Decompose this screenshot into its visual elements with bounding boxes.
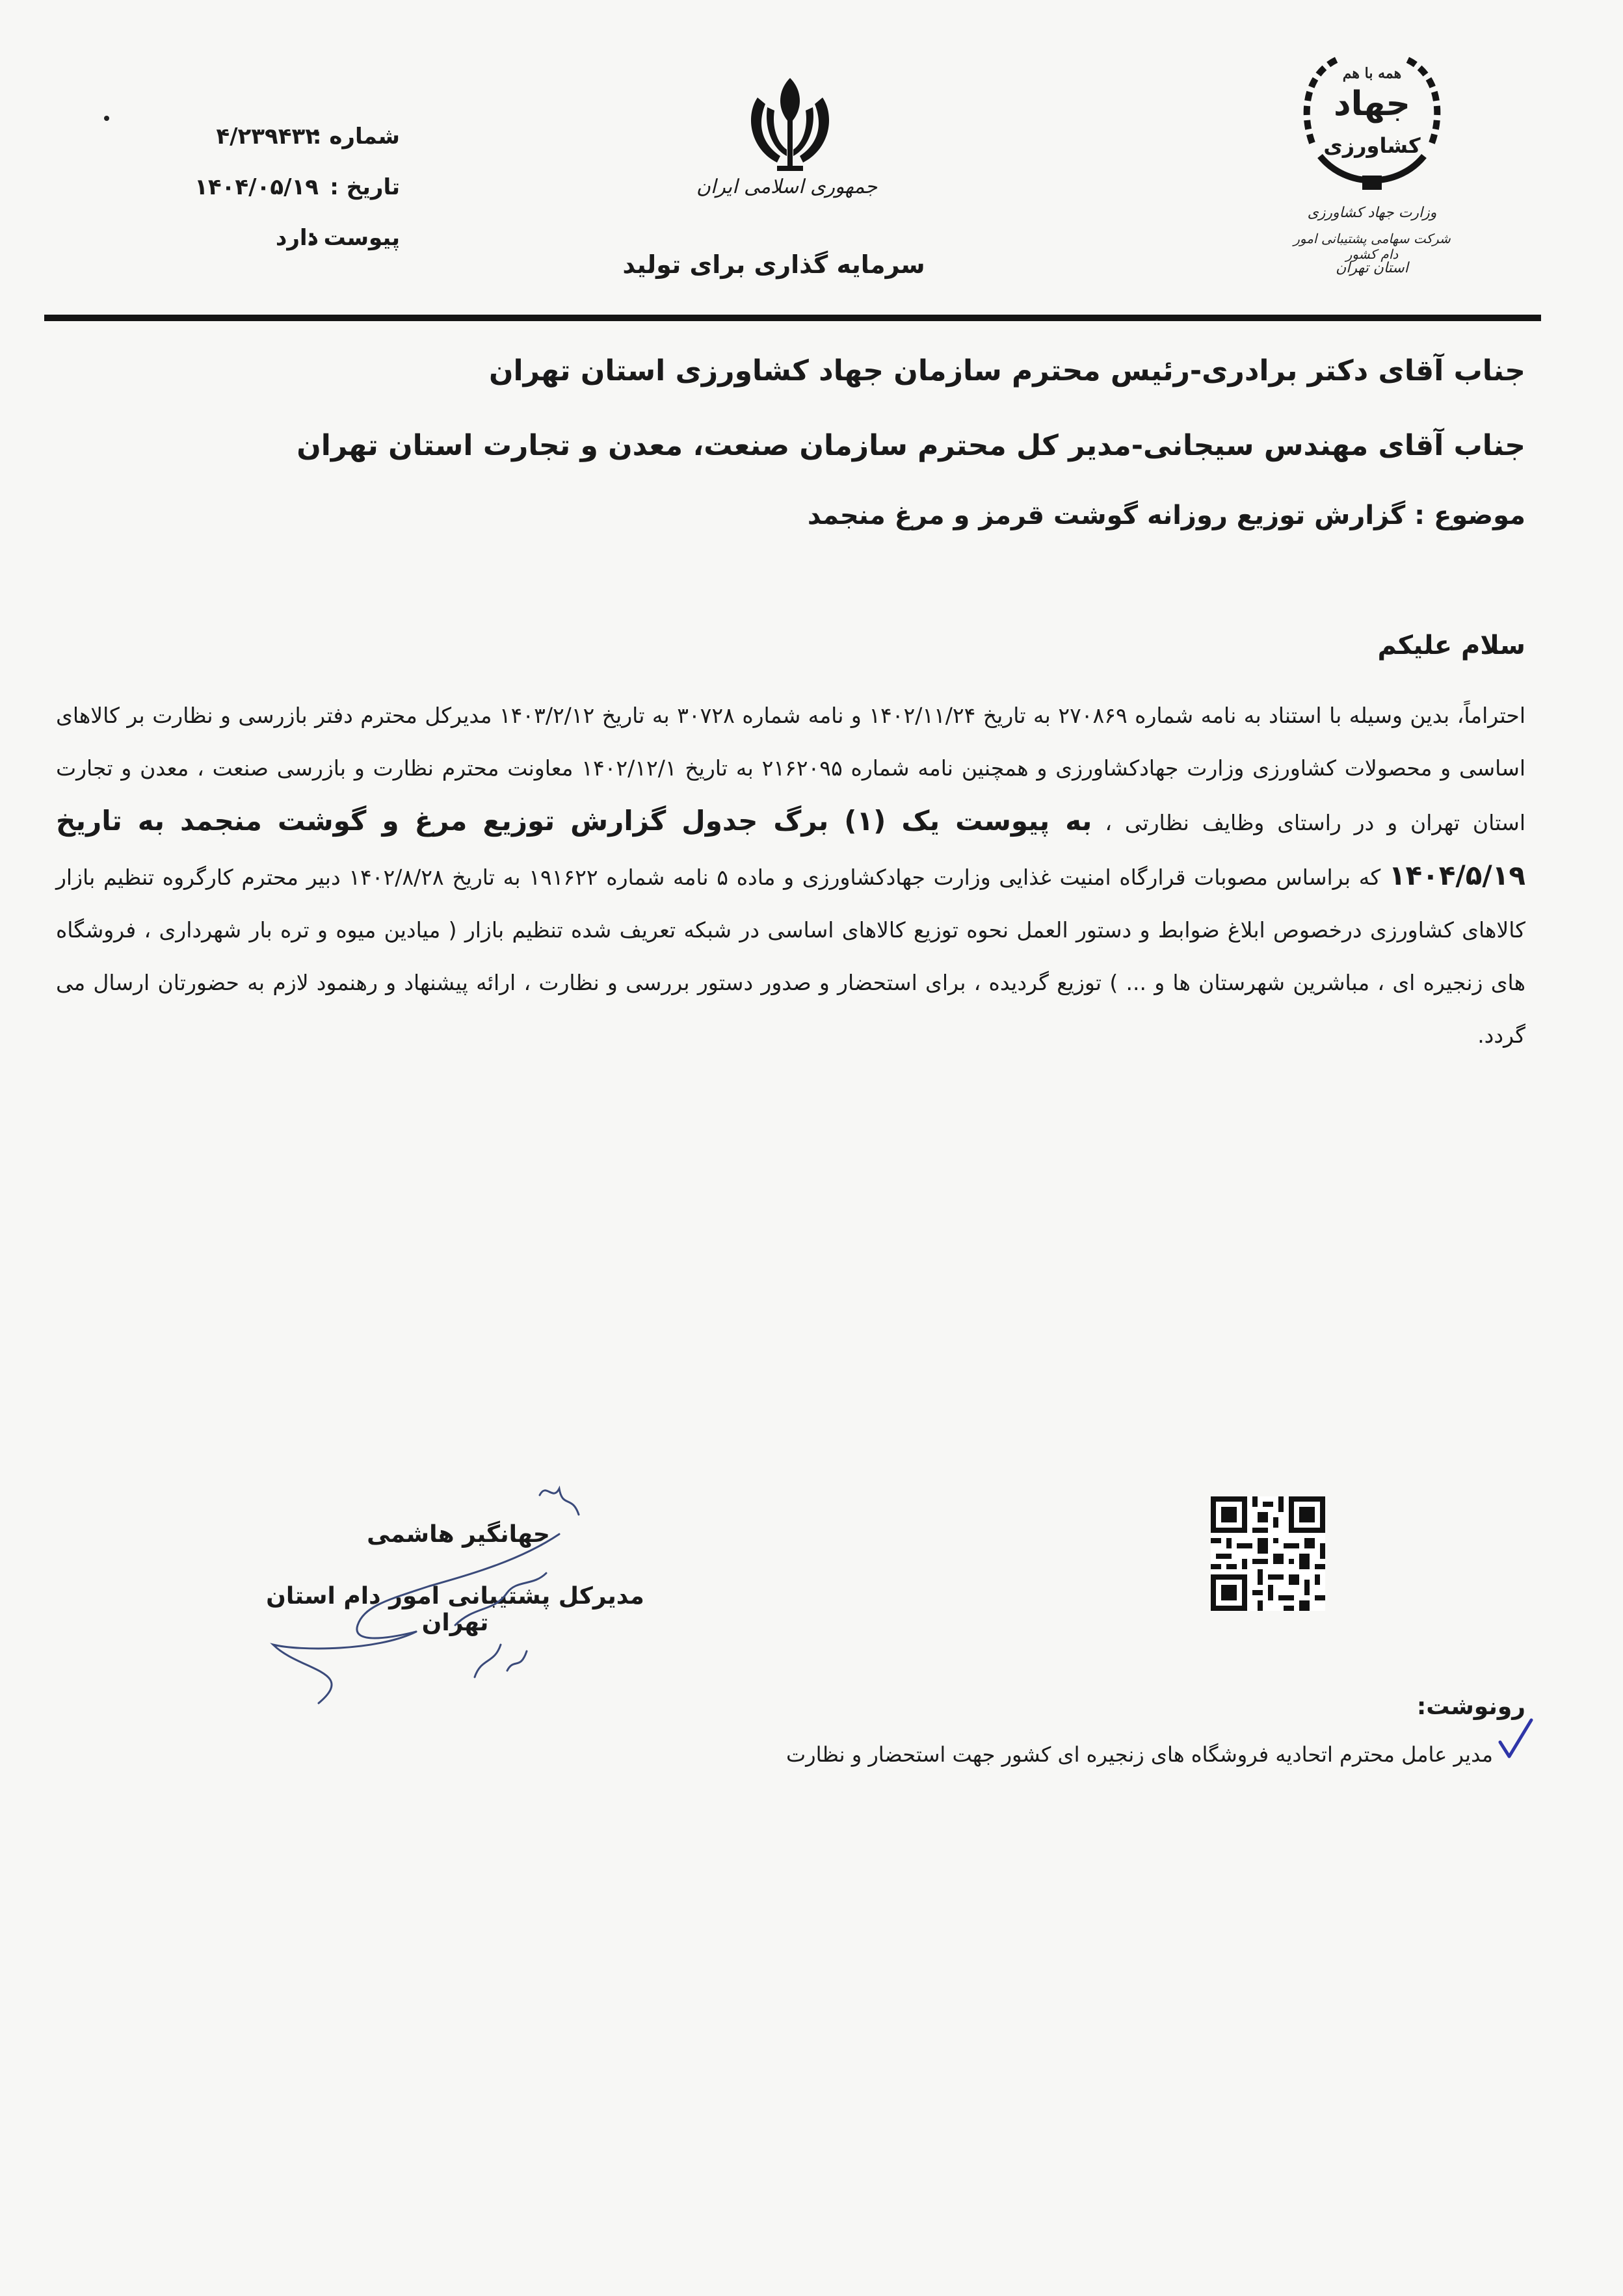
- signatory-title: مدیرکل پشتیبانی امور دام استان تهران: [266, 1583, 644, 1636]
- letter-body: [56, 689, 1525, 1062]
- check-mark-icon: [1496, 1716, 1535, 1762]
- letter-number-label: شماره :: [312, 124, 400, 150]
- letter-number-value: ۴/۲۳۹۴۳۲: [216, 124, 319, 150]
- logo-ministry-name: وزارت جهاد کشاورزی: [1307, 205, 1437, 221]
- letter-number: [166, 124, 400, 163]
- dot-mark: [104, 116, 109, 121]
- body-bold-attachment: به پیوست یک (۱) برگ جدول گزارش توزیع مرغ و گوشت منجمد به تاریخ ۱۴۰۴/۵/۱۹: [56, 805, 1525, 891]
- qr-code-icon: [1211, 1496, 1325, 1611]
- cc-recipient-1: مدیر عامل محترم اتحادیه فروشگاه های زنجیره ای کشور جهت استحضار و نظارت: [786, 1742, 1493, 1767]
- national-emblem-icon: [732, 72, 849, 189]
- letter-date-label: تاریخ :: [330, 174, 400, 200]
- cc-title: رونوشت:: [1416, 1693, 1525, 1720]
- signatory-name: جهانگیر هاشمی: [367, 1521, 550, 1548]
- letter-date-value: ۱۴۰۴/۰۵/۱۹: [194, 174, 319, 200]
- greeting: سلام علیکم: [1377, 631, 1525, 660]
- year-slogan: سرمایه گذاری برای تولید: [622, 250, 925, 279]
- header-divider: [44, 315, 1541, 321]
- logo-slogan: همه با هم: [1342, 65, 1402, 82]
- letter-attachment-label: پیوست :: [307, 225, 400, 251]
- logo-company-name: شرکت سهامی پشتیبانی امور دام کشور: [1293, 231, 1451, 262]
- body-part-1: احتراماً، بدین وسیله با استناد به نامه شماره ۲۷۰۸۶۹ به تاریخ ۱۴۰۲/۱۱/۲۴ و نامه شماره ۳۰۷۲۸ به تاریخ ۱۴۰۳/۲/۱۲ مدیرکل محترم دفتر بازرسی و نظارت بر کالاهای اساسی و محصولات کشاورزی وزارت جهادکشاورزی و همچنین نامه شماره ۲۱۶۲۰۹۵ به تاریخ ۱۴۰۲/۱۲/۱ معاونت محترم نظارت و بازرسی صنعت ، معدن و تجارت استان تهران و در راستای وظایف نظارتی ،: [56, 703, 1526, 835]
- recipient-2: جناب آقای مهندس سیجانی-مدیر کل محترم سازمان صنعت، معدن و تجارت استان تهران: [297, 429, 1525, 462]
- subject-line: موضوع : گزارش توزیع روزانه گوشت قرمز و مرغ منجمد: [807, 501, 1525, 530]
- logo-word-keshavarzi: کشاورزی: [1323, 133, 1421, 158]
- letter-date: [166, 174, 400, 213]
- handwritten-signature: [260, 1476, 624, 1710]
- letter-attachment-value: دارد: [275, 225, 319, 251]
- emblem-caption: جمهوری اسلامی ایران: [696, 176, 878, 198]
- logo-word-jahad: جهاد: [1333, 85, 1410, 124]
- ministry-logo: [1294, 46, 1450, 306]
- letter-attachment: [166, 225, 400, 264]
- recipient-1: جناب آقای دکتر برادری-رئیس محترم سازمان جهاد کشاورزی استان تهران: [488, 354, 1525, 387]
- body-part-2: که براساس مصوبات قرارگاه امنیت غذایی وزارت جهادکشاورزی و ماده ۵ نامه شماره ۱۹۱۶۲۲ به تاریخ ۱۴۰۲/۸/۲۸ دبیر محترم کارگروه تنظیم بازار کالاهای کشاورزی درخصوص ابلاغ ضوابط و دستور العمل نحوه توزیع کالاهای اساسی در شبکه تعریف شده تنظیم بازار ( میادین میوه و تره بار شهرداری ، فروشگاه های زنجیره ای ، مباشرین شهرستان ها و ... ) توزیع گردیده ، برای استحضار و صدور دستور بررسی و نظارت ، ارائه پیشنهاد و رهنمود لازم به حضورتان ارسال می گردد.: [56, 865, 1525, 1048]
- logo-province-name: استان تهران: [1336, 260, 1408, 276]
